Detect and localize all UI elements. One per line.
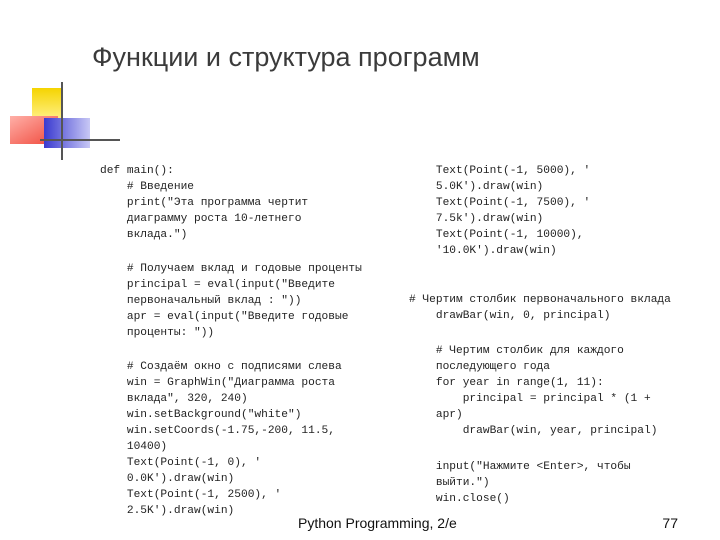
slide-footer: Python Programming, 2/e [298, 515, 457, 531]
logo-yellow-square [32, 88, 62, 118]
page-title: Функции и структура программ [92, 42, 480, 72]
page-number: 77 [662, 515, 678, 531]
code-block-intro: def main(): # Введение print("Эта программа чертит диаграмму роста 10-летнего вклада.") [100, 165, 309, 241]
logo-red-square [10, 116, 58, 144]
logo-blue-square [44, 118, 90, 148]
code-block-input: # Получаем вклад и годовые проценты principal = eval(input("Введите первоначальный вклад : ")) apr = eval(input("Введите годовые проценты: ")) [126, 263, 362, 339]
code-block-exit: input("Нажмите <Enter>, чтобы выйти.") win.close() [435, 461, 631, 505]
code-block-loop: # Чертим столбик для каждого последующего года for year in range(1, 11): principal = principal * (1 + apr) drawBar(win, year, principal) [435, 345, 658, 437]
code-block-window: # Создаём окно с подписями слева win = GraphWin("Диаграмма роста вклада", 320, 240) win.setBackground("white") win.setCoords(-1.75,-200, 11.5, 10400) Text(Point(-1, 0), ' 0.0K').draw(win) Text(Point(-1, 2500), ' 2.5K').draw(win) [126, 361, 342, 517]
code-block-labels: Text(Point(-1, 5000), ' 5.0K').draw(win) Text(Point(-1, 7500), ' 7.5k').draw(win) Text(Point(-1, 10000), '10.0K').draw(win) [435, 165, 591, 257]
code-block-initial-bar: # Чертим столбик первоначального вклада drawBar(win, 0, principal) [409, 294, 671, 322]
